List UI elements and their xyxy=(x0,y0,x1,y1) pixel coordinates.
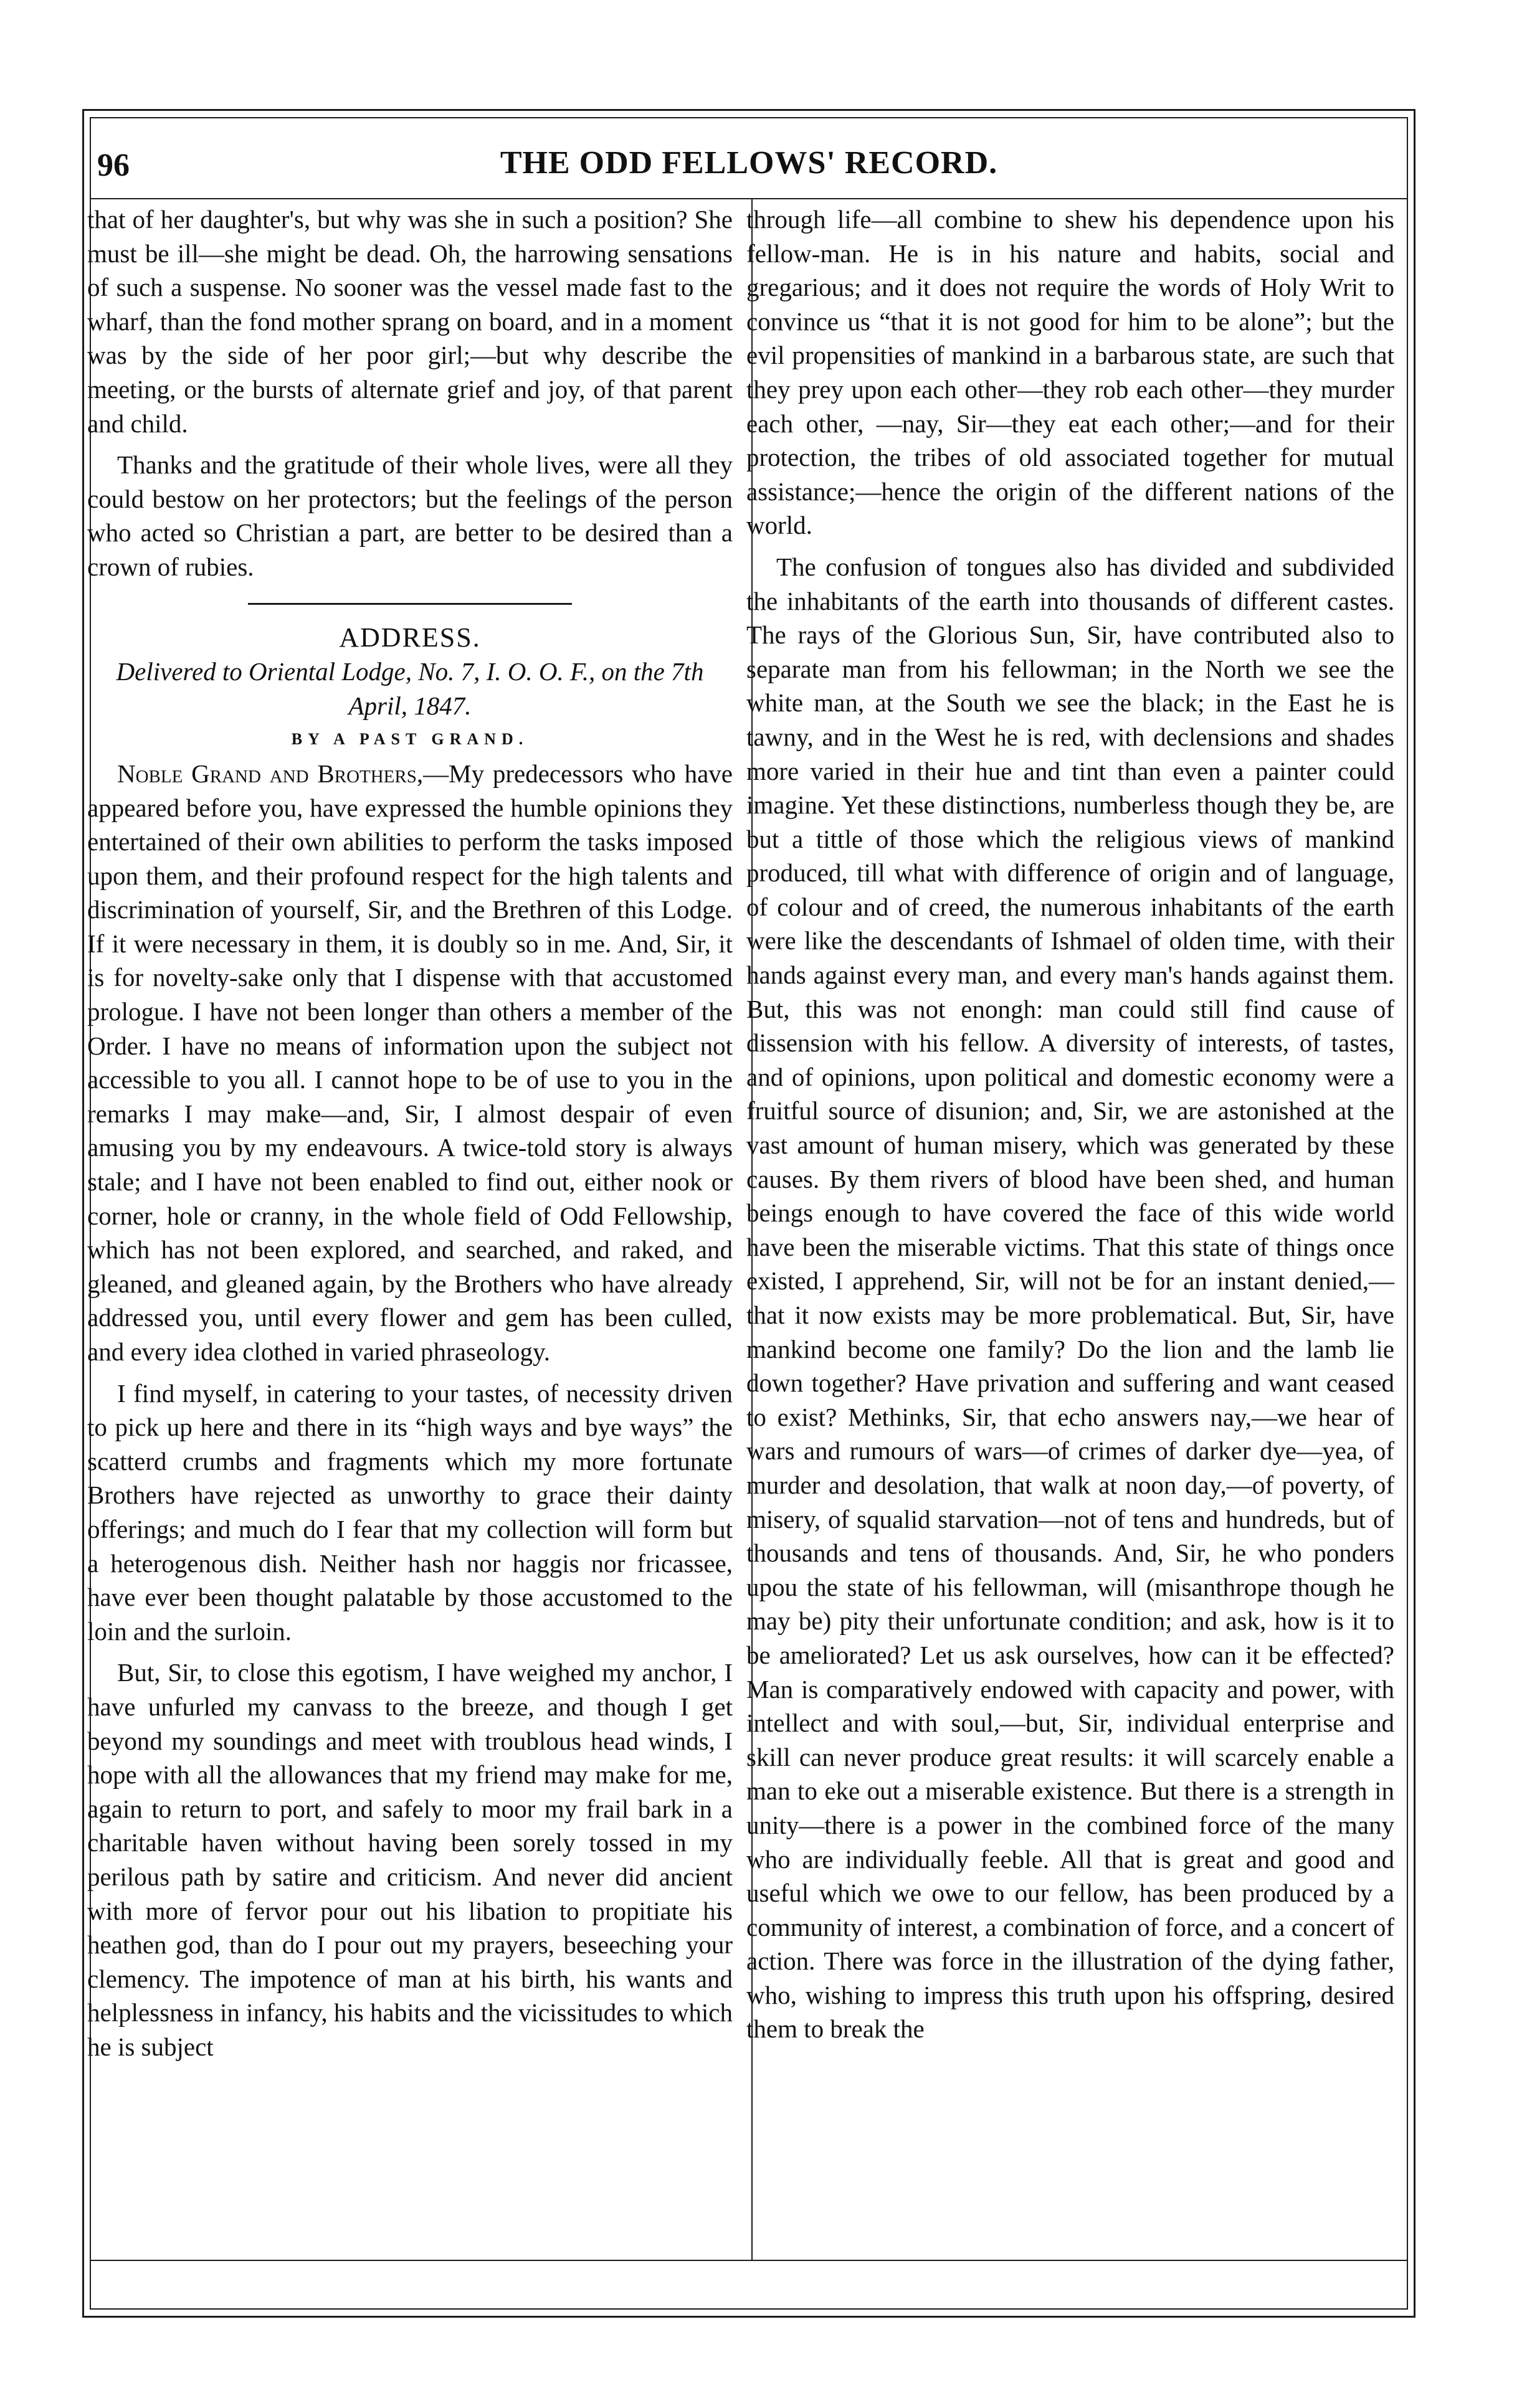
article-title: ADDRESS. xyxy=(339,622,481,653)
left-column xyxy=(87,202,733,2064)
article-paragraph-4: through life—all combine to shew his dependence upon his fellow-man. He is in his nature and habits, social and gregarious; and it does not require the words of Holy Writ to convince us “that it is not good for him to be alone”; but the evil propensities of mankind in a barbarous state, are such that they prey upon each other—they rob each other—they murder each other, —nay, Sir—they eat each other;—and for their protection, the tribes of old associated together for mutual assistance;—hence the origin of the different nations of the world. xyxy=(746,205,1394,540)
journal-title: THE ODD FELLOWS' RECORD. xyxy=(500,145,998,181)
section-divider xyxy=(248,603,572,605)
article-paragraph-5: The confusion of tongues also has divided and subdivided the inhabitants of the earth into thousands of different castes. The rays of the Glorious Sun, Sir, have contributed also to separate man from his fellowman; in the North we see the white man, at the South we see the black; in the East he is tawny, and in the West he is red, with declensions and shades more varied in their hue and tint than even a painter could imagine. Yet these distinctions, numberless though they be, are but a tittle of those which the religious views of mankind produced, till what with difference of origin and of language, of colour and of creed, the numerous inhabitants of the earth were like the descendants of Ishmael of olden time, with their hands against every man, and every man's hands against them. But, this was not enongh: man could still find cause of dissension with his fellow. A diversity of interests, of tastes, and of opinions, upon political and domestic economy were a fruitful source of disunion; and, Sir, we are astonished at the vast amount of human misery, which was generated by these causes. By them rivers of blood have been shed, and human beings enough to have covered the face of this wide world have been the miserable victims. That this state of things once existed, I apprehend, Sir, will not be for an instant denied,—that it now exists may be more problematical. But, Sir, have mankind become one family? Do the lion and the lamb lie down together? Have privation and suffering and want ceased to exist? Methinks, Sir, that echo answers nay,—we hear of wars and rumours of wars—of crimes of darker dye—yea, of murder and desolation, that walk at noon day,—of poverty, of misery, of squalid starvation—not of tens and hundreds, but of thousands and tens of thousands. And, Sir, he who ponders upou the state of his fellowman, will (misanthrope though he may be) pity their unfortunate condition; and ask, how is it to be ameliorated? Let us ask ourselves, how can it be effected? Man is comparatively endowed with capacity and power, with intellect and with soul,—but, Sir, individual enterprise and skill can never produce great results: it will scarcely enable a man to eke out a miserable existence. But there is a strength in unity—there is a power in the combined force of the many who are individually feeble. All that is great and good and useful which we owe to our fellow, has been produced by a community of interest, a combination of force, and a concert of action. There was force in the illustration of the dying father, who, wishing to impress this truth upon his offspring, desired them to break the xyxy=(746,552,1394,2044)
header-rule xyxy=(90,198,1408,199)
right-column xyxy=(746,202,1394,2046)
continued-paragraph-end: Thanks and the gratitude of their whole lives, were all they could bestow on her protectors; but the feelings of the person who acted so Christian a part, are better to be desired than a crown of rubies. xyxy=(87,450,733,581)
footer-rule xyxy=(90,2260,1408,2261)
article-paragraph-3: But, Sir, to close this egotism, I have weighed my anchor, I have unfurled my canvass to the breeze, and though I get beyond my soundings and meet with troublous head winds, I hope with all the allowances that my friend may make for me, again to return to port, and safely to moor my frail bark in a charitable haven without having been sorely tossed in my perilous path by satire and criticism. And never did ancient with more of fervor pour out his libation to propitiate his heathen god, than do I pour out my prayers, beseeching your clemency. The impotence of man at his birth, his wants and helplessness in infancy, his habits and the vicissitudes to which he is subject xyxy=(87,1658,733,2061)
page-number: 96 xyxy=(97,148,130,183)
article-paragraph-1 xyxy=(87,757,733,1369)
continued-paragraph: that of her daughter's, but why was she in such a position? She must be ill—she might be dead. Oh, the harrowing sensations of such a suspense. No sooner was the vessel made fast to the wharf, than the fond mother sprang on board, and in a moment was by the side of her poor girl;—but why describe the meeting, or the bursts of alternate grief and joy, of that parent and child. xyxy=(87,205,733,438)
salutation: Noble Grand and Brothers, xyxy=(117,759,424,788)
article-byline: BY A PAST GRAND. xyxy=(291,730,529,749)
running-head xyxy=(90,145,1408,201)
article-paragraph-2: I find myself, in catering to your tastes, of necessity driven to pick up here and there in its “high ways and bye ways” the scatterd crumbs and fragments which my more fortunate Brothers have rejected as unworthy to grace their dainty offerings; and much do I fear that my collection will form but a heterogenous dish. Neither hash nor haggis nor fricassee, have ever been thought palatable by those accustomed to the loin and the surloin. xyxy=(87,1378,733,1646)
paragraph-text: —My predecessors who have appeared before you, have expressed the humble opinions they entertained of their own abilities to perform the tasks imposed upon them, and their profound respect for the high talents and discrimination of yourself, Sir, and the Brethren of this Lodge. If it were necessary in them, it is doubly so in me. And, Sir, it is for novelty-sake only that I dispense with that accustomed prologue. I have not been longer than others a member of the Order. I have no means of information upon the subject not accessible to you all. I cannot hope to be of use to you in the remarks I may make—and, Sir, I almost despair of even amusing you by my endeavours. A twice-told story is always stale; and I have not been enabled to find out, either nook or corner, hole or cranny, in the whole field of Odd Fellowship, which has not been explored, and searched, and raked, and gleaned, and gleaned again, by the Brothers who have already addressed you, until every flower and gem has been culled, and every idea clothed in varied phraseology. xyxy=(87,759,733,1366)
article-dedication: Delivered to Oriental Lodge, No. 7, I. O. O. F., on the 7th April, 1847. xyxy=(116,657,704,720)
